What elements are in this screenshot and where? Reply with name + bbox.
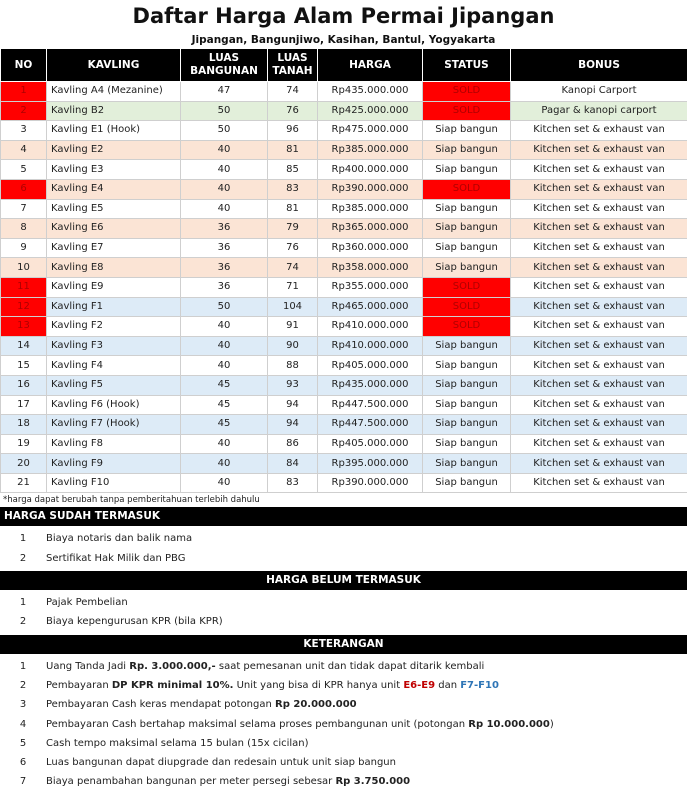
cell-harga: Rp405.000.000 [318, 356, 423, 376]
cell-luas-bangunan: 40 [181, 160, 268, 180]
cell-kavling: Kavling F9 [47, 454, 181, 474]
item-text: Pembayaran DP KPR minimal 10%. Unit yang bisa di KPR hanya unit E6-E9 dan F7-F10 [46, 679, 499, 691]
list-item [0, 549, 687, 568]
cell-no: 18 [1, 415, 47, 435]
item-number: 1 [19, 597, 27, 609]
cell-kavling: Kavling F1 [47, 297, 181, 317]
header-status: STATUS [423, 49, 511, 82]
cell-no: 5 [1, 160, 47, 180]
cell-kavling: Kavling F3 [47, 336, 181, 356]
cell-luas-tanah: 76 [268, 238, 318, 258]
table-row [1, 160, 687, 180]
cell-no: 14 [1, 336, 47, 356]
cell-luas-tanah: 71 [268, 277, 318, 297]
list-item [0, 715, 687, 734]
cell-status: Siap bangun [423, 199, 511, 219]
cell-no: 7 [1, 199, 47, 219]
cell-status: Siap bangun [423, 356, 511, 376]
cell-no: 12 [1, 297, 47, 317]
table-row [1, 140, 687, 160]
cell-luas-bangunan: 40 [181, 473, 268, 493]
cell-harga: Rp358.000.000 [318, 258, 423, 278]
cell-status: Siap bangun [423, 395, 511, 415]
item-text: Biaya penambahan bangunan per meter persegi sebesar Rp 3.750.000 [46, 776, 411, 788]
cell-kavling: Kavling E2 [47, 140, 181, 160]
table-row [1, 336, 687, 356]
cell-luas-bangunan: 40 [181, 454, 268, 474]
section-keterangan-title: KETERANGAN [0, 635, 687, 654]
cell-no: 2 [1, 101, 47, 121]
cell-luas-tanah: 104 [268, 297, 318, 317]
cell-bonus: Kitchen set & exhaust van [511, 140, 687, 160]
table-header-row [1, 49, 687, 82]
cell-luas-bangunan: 40 [181, 179, 268, 199]
item-number: 4 [19, 718, 27, 730]
cell-luas-tanah: 84 [268, 454, 318, 474]
table-row [1, 317, 687, 337]
table-row [1, 415, 687, 435]
cell-no: 4 [1, 140, 47, 160]
item-number: 1 [19, 660, 27, 672]
table-row [1, 219, 687, 239]
header-harga: HARGA [318, 49, 423, 82]
cell-no: 10 [1, 258, 47, 278]
cell-luas-bangunan: 36 [181, 238, 268, 258]
price-table [0, 48, 687, 493]
cell-harga: Rp447.500.000 [318, 415, 423, 435]
cell-harga: Rp400.000.000 [318, 160, 423, 180]
list-item [0, 695, 687, 714]
cell-luas-tanah: 94 [268, 395, 318, 415]
table-row [1, 199, 687, 219]
table-row [1, 179, 687, 199]
list-item [0, 676, 687, 695]
cell-bonus: Kitchen set & exhaust van [511, 258, 687, 278]
cell-kavling: Kavling E7 [47, 238, 181, 258]
cell-no: 11 [1, 277, 47, 297]
page-title: Daftar Harga Alam Permai Jipangan [132, 4, 555, 28]
table-row [1, 121, 687, 141]
header-kavling: KAVLING [47, 49, 181, 82]
cell-status: Siap bangun [423, 258, 511, 278]
cell-kavling: Kavling E3 [47, 160, 181, 180]
cell-luas-bangunan: 47 [181, 82, 268, 102]
table-row [1, 356, 687, 376]
table-row [1, 82, 687, 102]
cell-luas-bangunan: 36 [181, 258, 268, 278]
cell-kavling: Kavling F4 [47, 356, 181, 376]
cell-no: 16 [1, 375, 47, 395]
cell-bonus: Kitchen set & exhaust van [511, 199, 687, 219]
cell-bonus: Pagar & kanopi carport [511, 101, 687, 121]
cell-luas-tanah: 96 [268, 121, 318, 141]
cell-harga: Rp447.500.000 [318, 395, 423, 415]
table-row [1, 277, 687, 297]
table-row [1, 454, 687, 474]
cell-status: Siap bangun [423, 375, 511, 395]
table-row [1, 297, 687, 317]
cell-status: SOLD [423, 297, 511, 317]
cell-harga: Rp410.000.000 [318, 336, 423, 356]
cell-harga: Rp385.000.000 [318, 199, 423, 219]
cell-harga: Rp425.000.000 [318, 101, 423, 121]
item-number: 6 [19, 757, 27, 769]
cell-kavling: Kavling E5 [47, 199, 181, 219]
cell-no: 9 [1, 238, 47, 258]
cell-bonus: Kitchen set & exhaust van [511, 121, 687, 141]
cell-status: Siap bangun [423, 219, 511, 239]
cell-luas-tanah: 85 [268, 160, 318, 180]
cell-status: Siap bangun [423, 415, 511, 435]
item-text: Pajak Pembelian [46, 597, 128, 609]
cell-no: 6 [1, 179, 47, 199]
cell-luas-tanah: 81 [268, 199, 318, 219]
cell-harga: Rp435.000.000 [318, 375, 423, 395]
list-item [0, 734, 687, 753]
item-text: Cash tempo maksimal selama 15 bulan (15x cicilan) [46, 737, 309, 749]
cell-luas-bangunan: 40 [181, 317, 268, 337]
item-number: 2 [19, 616, 27, 628]
cell-bonus: Kitchen set & exhaust van [511, 473, 687, 493]
cell-no: 20 [1, 454, 47, 474]
cell-kavling: Kavling F5 [47, 375, 181, 395]
cell-harga: Rp410.000.000 [318, 317, 423, 337]
cell-luas-tanah: 90 [268, 336, 318, 356]
cell-harga: Rp385.000.000 [318, 140, 423, 160]
cell-luas-tanah: 79 [268, 219, 318, 239]
cell-bonus: Kitchen set & exhaust van [511, 375, 687, 395]
cell-kavling: Kavling E4 [47, 179, 181, 199]
cell-luas-tanah: 83 [268, 473, 318, 493]
cell-luas-bangunan: 40 [181, 356, 268, 376]
cell-harga: Rp360.000.000 [318, 238, 423, 258]
cell-luas-tanah: 83 [268, 179, 318, 199]
item-number: 2 [19, 679, 27, 691]
cell-no: 21 [1, 473, 47, 493]
list-item [0, 612, 687, 631]
cell-luas-bangunan: 36 [181, 277, 268, 297]
cell-luas-tanah: 86 [268, 434, 318, 454]
cell-status: SOLD [423, 277, 511, 297]
cell-bonus: Kitchen set & exhaust van [511, 317, 687, 337]
cell-harga: Rp465.000.000 [318, 297, 423, 317]
item-text: Sertifikat Hak Milik dan PBG [46, 552, 186, 564]
cell-luas-bangunan: 50 [181, 121, 268, 141]
cell-status: Siap bangun [423, 336, 511, 356]
header-luas-tanah: LUAS TANAH [268, 49, 318, 82]
cell-kavling: Kavling E1 (Hook) [47, 121, 181, 141]
cell-status: Siap bangun [423, 473, 511, 493]
cell-bonus: Kitchen set & exhaust van [511, 297, 687, 317]
cell-no: 19 [1, 434, 47, 454]
cell-luas-bangunan: 40 [181, 336, 268, 356]
cell-luas-tanah: 76 [268, 101, 318, 121]
cell-bonus: Kitchen set & exhaust van [511, 336, 687, 356]
page-subtitle: Jipangan, Bangunjiwo, Kasihan, Bantul, Yogyakarta [191, 34, 496, 46]
cell-bonus: Kitchen set & exhaust van [511, 356, 687, 376]
cell-status: Siap bangun [423, 434, 511, 454]
list-item [0, 593, 687, 612]
cell-bonus: Kitchen set & exhaust van [511, 415, 687, 435]
header-no: NO [1, 49, 47, 82]
item-text: Biaya notaris dan balik nama [46, 533, 193, 545]
item-number: 2 [19, 552, 27, 564]
list-item [0, 529, 687, 548]
cell-bonus: Kitchen set & exhaust van [511, 219, 687, 239]
price-note: *harga dapat berubah tanpa pemberitahuan terlebih dahulu [3, 495, 260, 506]
cell-bonus: Kitchen set & exhaust van [511, 454, 687, 474]
table-row [1, 375, 687, 395]
cell-bonus: Kitchen set & exhaust van [511, 179, 687, 199]
table-row [1, 395, 687, 415]
cell-luas-bangunan: 40 [181, 199, 268, 219]
cell-status: Siap bangun [423, 140, 511, 160]
cell-kavling: Kavling E8 [47, 258, 181, 278]
cell-kavling: Kavling F7 (Hook) [47, 415, 181, 435]
cell-bonus: Kanopi Carport [511, 82, 687, 102]
cell-bonus: Kitchen set & exhaust van [511, 160, 687, 180]
section-termasuk-title: HARGA SUDAH TERMASUK [0, 507, 687, 526]
item-number: 7 [19, 776, 27, 788]
table-row [1, 238, 687, 258]
cell-luas-bangunan: 50 [181, 101, 268, 121]
item-text: Pembayaran Cash bertahap maksimal selama proses pembangunan unit (potongan Rp 10.000.000) [46, 718, 554, 730]
cell-kavling: Kavling F6 (Hook) [47, 395, 181, 415]
item-number: 3 [19, 699, 27, 711]
cell-luas-bangunan: 45 [181, 375, 268, 395]
cell-kavling: Kavling F10 [47, 473, 181, 493]
cell-bonus: Kitchen set & exhaust van [511, 277, 687, 297]
cell-status: SOLD [423, 179, 511, 199]
cell-status: Siap bangun [423, 454, 511, 474]
cell-status: SOLD [423, 101, 511, 121]
cell-harga: Rp365.000.000 [318, 219, 423, 239]
cell-status: Siap bangun [423, 160, 511, 180]
list-item [0, 657, 687, 676]
cell-kavling: Kavling F8 [47, 434, 181, 454]
header-luas-bangunan: LUAS BANGUNAN [181, 49, 268, 82]
cell-kavling: Kavling B2 [47, 101, 181, 121]
item-text: Pembayaran Cash keras mendapat potongan Rp 20.000.000 [46, 699, 357, 711]
cell-harga: Rp435.000.000 [318, 82, 423, 102]
section-belum-title: HARGA BELUM TERMASUK [0, 571, 687, 590]
cell-status: SOLD [423, 82, 511, 102]
cell-luas-tanah: 93 [268, 375, 318, 395]
cell-bonus: Kitchen set & exhaust van [511, 434, 687, 454]
cell-harga: Rp355.000.000 [318, 277, 423, 297]
cell-harga: Rp390.000.000 [318, 179, 423, 199]
cell-harga: Rp395.000.000 [318, 454, 423, 474]
item-number: 5 [19, 737, 27, 749]
cell-harga: Rp390.000.000 [318, 473, 423, 493]
cell-harga: Rp405.000.000 [318, 434, 423, 454]
cell-no: 13 [1, 317, 47, 337]
cell-luas-bangunan: 45 [181, 415, 268, 435]
table-row [1, 473, 687, 493]
item-text: Luas bangunan dapat diupgrade dan redesain untuk unit siap bangun [46, 757, 396, 769]
item-number: 1 [19, 533, 27, 545]
cell-harga: Rp475.000.000 [318, 121, 423, 141]
cell-bonus: Kitchen set & exhaust van [511, 395, 687, 415]
table-row [1, 258, 687, 278]
table-row [1, 434, 687, 454]
cell-luas-bangunan: 36 [181, 219, 268, 239]
cell-luas-tanah: 88 [268, 356, 318, 376]
cell-kavling: Kavling E9 [47, 277, 181, 297]
item-text: Biaya kepengurusan KPR (bila KPR) [46, 616, 223, 628]
cell-no: 15 [1, 356, 47, 376]
list-item [0, 753, 687, 772]
cell-luas-bangunan: 40 [181, 140, 268, 160]
cell-luas-bangunan: 40 [181, 434, 268, 454]
cell-luas-tanah: 74 [268, 82, 318, 102]
cell-bonus: Kitchen set & exhaust van [511, 238, 687, 258]
cell-no: 3 [1, 121, 47, 141]
cell-status: Siap bangun [423, 238, 511, 258]
cell-kavling: Kavling A4 (Mezanine) [47, 82, 181, 102]
item-text: Uang Tanda Jadi Rp. 3.000.000,- saat pemesanan unit dan tidak dapat ditarik kembali [46, 660, 485, 672]
cell-status: Siap bangun [423, 121, 511, 141]
header-bonus: BONUS [511, 49, 687, 82]
cell-luas-tanah: 74 [268, 258, 318, 278]
cell-luas-bangunan: 50 [181, 297, 268, 317]
cell-luas-bangunan: 45 [181, 395, 268, 415]
cell-no: 17 [1, 395, 47, 415]
cell-kavling: Kavling E6 [47, 219, 181, 239]
cell-status: SOLD [423, 317, 511, 337]
cell-no: 8 [1, 219, 47, 239]
cell-luas-tanah: 81 [268, 140, 318, 160]
cell-luas-tanah: 94 [268, 415, 318, 435]
list-item [0, 772, 687, 791]
cell-kavling: Kavling F2 [47, 317, 181, 337]
cell-no: 1 [1, 82, 47, 102]
table-row [1, 101, 687, 121]
cell-luas-tanah: 91 [268, 317, 318, 337]
